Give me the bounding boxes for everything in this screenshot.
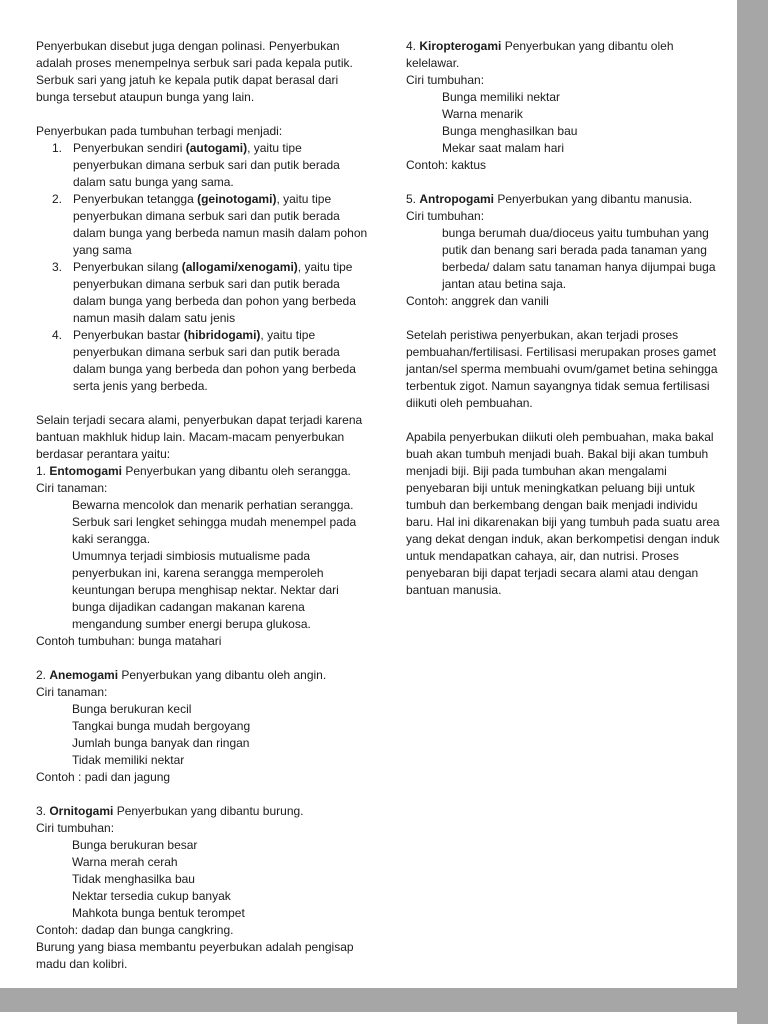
indented-line xyxy=(36,718,368,735)
bold-text-run: (allogami/xenogami) xyxy=(181,260,298,274)
list-item xyxy=(36,140,368,191)
paragraph xyxy=(406,208,723,225)
text-run: Bunga menghasilkan bau xyxy=(442,124,578,138)
text-run: Burung yang biasa membantu peyerbukan adalah pengisap madu dan kolibri. xyxy=(36,940,354,971)
text-run: Penyerbukan disebut juga dengan polinasi. Penyerbukan adalah proses menempelnya serbuk sari pada kepala putik. Serbuk sari yang jatuh ke kepala putik dapat berasal dari bunga tersebut ataupun bunga yang lain. xyxy=(36,39,353,104)
list-item-text xyxy=(73,191,368,259)
text-run: Serbuk sari lengket sehingga mudah menempel pada kaki serangga. xyxy=(72,515,357,546)
text-run: Tidak memiliki nektar xyxy=(72,753,185,767)
text-run: Bunga memiliki nektar xyxy=(442,90,561,104)
list-item-number: 3. xyxy=(52,260,63,274)
bold-text-run: (hibridogami) xyxy=(183,328,261,342)
indented-line xyxy=(36,752,368,769)
text-run: 4. xyxy=(406,39,420,53)
text-run: Selain terjadi secara alami, penyerbukan dapat terjadi karena bantuan makhluk hidup lain. Macam-macam penyerbukan berdasar perantara yaitu: xyxy=(36,413,363,461)
indented-line xyxy=(36,735,368,752)
text-run: Ciri tumbuhan: xyxy=(406,209,485,223)
list-item-text xyxy=(73,140,368,191)
blank-line xyxy=(36,650,368,667)
text-run: Contoh tumbuhan: bunga matahari xyxy=(36,634,222,648)
text-run: Contoh : padi dan jagung xyxy=(36,770,171,784)
right-column xyxy=(406,38,723,988)
bold-text-run: Kiropterogami xyxy=(419,39,502,53)
paragraph xyxy=(36,667,368,684)
text-run: Penyerbukan yang dibantu manusia. xyxy=(494,192,693,206)
text-run: Apabila penyerbukan diikuti oleh pembuahan, maka bakal buah akan tumbuh menjadi buah. Bakal biji akan tumbuh menjadi biji. Biji pada tumbuhan akan mengalami penyebaran biji untuk meningkatkan peluang biji untuk tumbuh dan berkembang dengan baik menjadi individu baru. Hal ini dikarenakan biji yang tumbuh pada suatu area yang dekat dengan induk, akan berkompetisi dengan induk untuk mendapatkan cahaya, air, dan nutrisi. Proses penyebaran biji dapat terjadi secara alami atau dengan bantuan manusia. xyxy=(406,430,720,597)
paragraph xyxy=(406,38,723,72)
indented-line xyxy=(36,871,368,888)
text-run: Ciri tumbuhan: xyxy=(36,821,115,835)
text-run: 1. xyxy=(36,464,50,478)
indented-line xyxy=(36,548,368,633)
paragraph xyxy=(36,769,368,786)
text-run: Bunga berukuran kecil xyxy=(72,702,192,716)
indented-line xyxy=(36,497,368,514)
indented-line xyxy=(406,140,723,157)
indented-line xyxy=(406,106,723,123)
indented-line xyxy=(36,701,368,718)
list-item-number: 2. xyxy=(52,192,63,206)
text-run: Ciri tumbuhan: xyxy=(406,73,485,87)
paragraph xyxy=(36,803,368,820)
bold-text-run: Ornitogami xyxy=(49,804,114,818)
blank-line xyxy=(406,310,723,327)
bold-text-run: Antropogami xyxy=(419,192,495,206)
paragraph xyxy=(36,633,368,650)
text-run: , yaitu tipe penyerbukan dimana serbuk sari dan putik berada dalam bunga yang berbeda dan pohon yang berbeda serta jenis yang berbeda. xyxy=(73,328,356,393)
text-run: Ciri tanaman: xyxy=(36,685,108,699)
paragraph xyxy=(36,480,368,497)
list-item xyxy=(36,191,368,259)
indented-line xyxy=(36,905,368,922)
bold-text-run: (autogami) xyxy=(185,141,248,155)
text-run: Setelah peristiwa penyerbukan, akan terjadi proses pembuahan/fertilisasi. Fertilisasi merupakan proses gamet jantan/sel sperma membuahi ovum/gamet betina sehingga terbentuk zigot. Namun sayangnya tidak semua fertilisasi diikuti oleh pembuahan. xyxy=(406,328,718,410)
text-run: Contoh: anggrek dan vanili xyxy=(406,294,549,308)
bold-text-run: Entomogami xyxy=(49,464,123,478)
indented-line xyxy=(36,888,368,905)
list-item-number: 4. xyxy=(52,328,63,342)
text-run: , yaitu tipe penyerbukan dimana serbuk sari dan putik berada dalam bunga yang berbeda namun masih dalam pohon yang sama xyxy=(73,192,368,257)
text-run: Penyerbukan pada tumbuhan terbagi menjadi: xyxy=(36,124,283,138)
text-run: Warna merah cerah xyxy=(72,855,178,869)
paragraph xyxy=(406,191,723,208)
paragraph xyxy=(36,939,368,973)
text-run: Penyerbukan yang dibantu oleh angin. xyxy=(118,668,327,682)
text-run: bunga berumah dua/dioceus yaitu tumbuhan yang putik dan benang sari berada pada tanaman yang berbeda/ dalam satu tanaman hanya dijumpai buga jantan atau betina saja. xyxy=(442,226,716,291)
paragraph xyxy=(36,820,368,837)
text-run: Tangkai bunga mudah bergoyang xyxy=(72,719,251,733)
paragraph xyxy=(36,38,368,106)
left-column xyxy=(36,38,368,988)
blank-line xyxy=(406,174,723,191)
blank-line xyxy=(406,412,723,429)
paragraph xyxy=(36,922,368,939)
list-item-text xyxy=(73,259,368,327)
text-run: Penyerbukan sendiri xyxy=(73,141,186,155)
text-run: Penyerbukan silang xyxy=(73,260,182,274)
blank-line xyxy=(36,395,368,412)
paragraph xyxy=(36,123,368,140)
text-run: Nektar tersedia cukup banyak xyxy=(72,889,231,903)
paragraph xyxy=(406,429,723,599)
text-run: Penyerbukan yang dibantu oleh kelelawar. xyxy=(406,39,674,70)
bold-text-run: Anemogami xyxy=(49,668,119,682)
text-run: Jumlah bunga banyak dan ringan xyxy=(72,736,250,750)
text-run: Mekar saat malam hari xyxy=(442,141,565,155)
next-page-edge xyxy=(0,1012,737,1024)
paragraph xyxy=(36,463,368,480)
paragraph xyxy=(36,412,368,463)
text-run: Tidak menghasilka bau xyxy=(72,872,195,886)
list-item xyxy=(36,259,368,327)
text-run: Penyerbukan tetangga xyxy=(73,192,198,206)
blank-line xyxy=(36,106,368,123)
list-item xyxy=(36,327,368,395)
text-run: Penyerbukan yang dibantu oleh serangga. xyxy=(122,464,351,478)
indented-line xyxy=(406,123,723,140)
bold-text-run: (geinotogami) xyxy=(197,192,277,206)
paragraph xyxy=(406,72,723,89)
indented-line xyxy=(36,854,368,871)
text-run: Mahkota bunga bentuk terompet xyxy=(72,906,245,920)
paragraph xyxy=(36,684,368,701)
text-run: Penyerbukan yang dibantu burung. xyxy=(113,804,304,818)
blank-line xyxy=(36,786,368,803)
text-run: , yaitu tipe penyerbukan dimana serbuk sari dan putik berada dalam satu bunga yang sama. xyxy=(73,141,340,189)
text-run: Bewarna mencolok dan menarik perhatian serangga. xyxy=(72,498,354,512)
paragraph xyxy=(406,293,723,310)
indented-line xyxy=(36,837,368,854)
paragraph xyxy=(406,327,723,412)
text-run: Penyerbukan bastar xyxy=(73,328,184,342)
list-item-number: 1. xyxy=(52,141,63,155)
text-run: Umumnya terjadi simbiosis mutualisme pada penyerbukan ini, karena serangga memperoleh keuntungan berupa menghisap nektar. Nektar dari bunga dijadikan cadangan makanan karena mengandung sumber energi berupa glukosa. xyxy=(72,549,339,631)
indented-line xyxy=(406,225,723,293)
indented-line xyxy=(406,89,723,106)
text-run: 5. xyxy=(406,192,420,206)
indented-line xyxy=(36,514,368,548)
text-run: 3. xyxy=(36,804,50,818)
paragraph xyxy=(406,157,723,174)
text-run: Contoh: kaktus xyxy=(406,158,487,172)
text-run: Contoh: dadap dan bunga cangkring. xyxy=(36,923,234,937)
text-run: Warna menarik xyxy=(442,107,523,121)
text-run: Ciri tanaman: xyxy=(36,481,108,495)
list-item-text xyxy=(73,327,368,395)
text-run: 2. xyxy=(36,668,50,682)
text-run: Bunga berukuran besar xyxy=(72,838,198,852)
text-run: , yaitu tipe penyerbukan dimana serbuk sari dan putik berada dalam bunga yang berbeda dan pohon yang berbeda namun masih dalam satu jenis xyxy=(73,260,356,325)
